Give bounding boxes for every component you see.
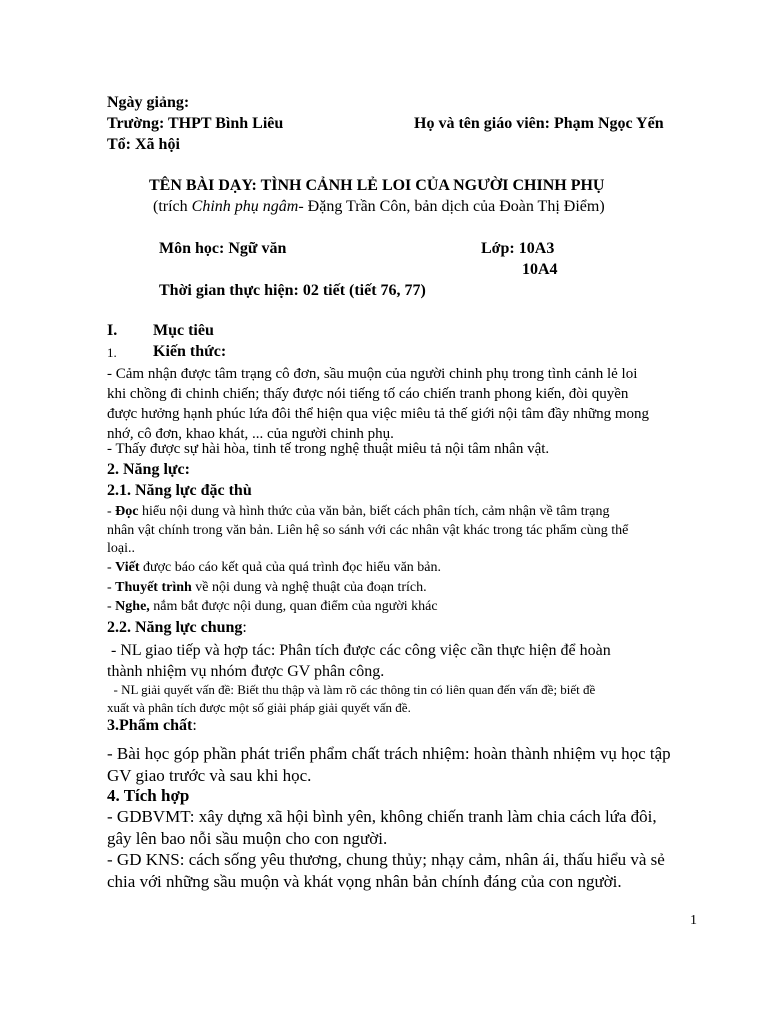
gdkns-line: chia với những sầu muộn và khát vọng nhân bản chính đáng của con người. xyxy=(107,872,622,891)
gdbvmt-line: - GDBVMT: xây dựng xã hội bình yên, không chiến tranh làm chia cách lứa đôi, xyxy=(107,807,657,826)
lesson-subtitle xyxy=(153,198,605,216)
ngay-giang: Ngày giảng: xyxy=(107,94,190,111)
kien-thuc-line: được hưởng hạnh phúc lứa đôi thể hiện qua việc miêu tả thế giới nội tâm đầy những mong xyxy=(107,406,650,422)
viet-text: được báo cáo kết quả của quá trình đọc hiểu văn bản. xyxy=(139,560,442,575)
nl-giai-quyet-line: - NL giải quyết vấn đề: Biết thu thập và làm rõ các thông tin có liên quan đến vấn đề; biết đề xyxy=(107,682,596,697)
nl-giai-quyet-paragraph xyxy=(107,681,697,717)
doc-line: loại.. xyxy=(107,541,135,556)
nang-luc-title: 2. Năng lực: xyxy=(107,461,190,478)
doc-line: nhân vật chính trong văn bản. Liên hệ so sánh với các nhân vật khác trong tác phẩm cùng thể xyxy=(107,522,629,538)
nang-luc-chung-colon: : xyxy=(242,619,247,636)
section-i-title: Mục tiêu xyxy=(153,322,214,339)
subsection-1-number: 1. xyxy=(107,345,117,360)
nang-luc-chung-label: 2.2. Năng lực chung xyxy=(107,619,243,636)
lesson-title: TÊN BÀI DẠY: TÌNH CẢNH LẺ LOI CỦA NGƯỜI CHINH PHỤ xyxy=(149,177,605,194)
viet-label: Viết xyxy=(115,560,140,575)
nl-giai-quyet-line: xuất và phân tích được một số giải pháp giải quyết vấn đề. xyxy=(107,700,411,715)
gdkns-line: - GD KNS: cách sống yêu thương, chung thủy; nhạy cảm, nhân ái, thấu hiểu và sẻ xyxy=(107,850,665,869)
subtitle-prefix: (trích xyxy=(153,198,192,215)
nghe-text: nắm bắt được nội dung, quan điểm của người khác xyxy=(149,599,438,614)
pham-chat-paragraph xyxy=(107,743,697,787)
kien-thuc-line-2: - Thấy được sự hài hòa, tinh tế trong nghệ thuật miêu tả nội tâm nhân vật. xyxy=(107,441,550,457)
page-number: 1 xyxy=(690,913,697,928)
nang-luc-dac-thu-title: 2.1. Năng lực đặc thù xyxy=(107,482,252,499)
subtitle-suffix: - Đặng Trần Côn, bản dịch của Đoàn Thị Điểm) xyxy=(298,198,605,215)
mon-hoc: Môn học: Ngữ văn xyxy=(159,240,287,257)
gdbvmt-paragraph xyxy=(107,806,697,849)
nl-giao-tiep-line: - NL giao tiếp và hợp tác: Phân tích được các công việc cần thực hiện để hoàn xyxy=(107,642,611,659)
gdkns-paragraph xyxy=(107,849,697,893)
kien-thuc-line: - Cảm nhận được tâm trạng cô đơn, sầu muộn của người chinh phụ trong tình cảnh lẻ loi xyxy=(107,366,638,382)
pham-chat-title xyxy=(107,717,197,735)
doc-text: hiểu nội dung và hình thức của văn bản, biết cách phân tích, cảm nhận về tâm trạng xyxy=(138,504,610,519)
to-bo-mon: Tổ: Xã hội xyxy=(107,136,180,153)
thuyet-trinh-line: - Thuyết trình về nội dung và nghệ thuật của đoạn trích. xyxy=(107,580,427,595)
subsection-1-title: Kiến thức: xyxy=(153,343,227,360)
doc-label: Đọc xyxy=(115,504,139,519)
nang-luc-chung-title xyxy=(107,619,247,637)
viet-line: - Viết được báo cáo kết quả của quá trình đọc hiểu văn bản. xyxy=(107,560,442,575)
nl-giao-tiep-paragraph xyxy=(107,640,697,682)
giao-vien: Họ và tên giáo viên: Phạm Ngọc Yến xyxy=(414,115,664,132)
truong: Trường: THPT Bình Liêu xyxy=(107,115,284,132)
nl-giao-tiep-line: thành nhiệm vụ nhóm được GV phân công. xyxy=(107,663,385,680)
tich-hop-title: 4. Tích hợp xyxy=(107,786,190,805)
thuyet-trinh-label: Thuyết trình xyxy=(115,580,192,595)
pham-chat-line: - Bài học góp phần phát triển phẩm chất trách nhiệm: hoàn thành nhiệm vụ học tập xyxy=(107,744,671,763)
doc-line: - Đọc hiểu nội dung và hình thức của văn bản, biết cách phân tích, cảm nhận về tâm trạng xyxy=(107,504,610,519)
kien-thuc-line: khi chồng đi chinh chiến; thấy được nói tiếng tố cáo chiến tranh phong kiến, đòi quyền xyxy=(107,386,629,402)
subtitle-work: Chinh phụ ngâm xyxy=(191,198,299,215)
lop-hoc: Lớp: 10A3 xyxy=(481,240,555,257)
thoi-gian: Thời gian thực hiện: 02 tiết (tiết 76, 77) xyxy=(159,282,426,299)
kien-thuc-paragraph xyxy=(107,364,697,444)
doc-paragraph xyxy=(107,503,697,559)
pham-chat-colon: : xyxy=(192,717,197,734)
kien-thuc-line: nhớ, cô đơn, khao khát, ... của người chinh phụ. xyxy=(107,426,394,442)
pham-chat-line: GV giao trước và sau khi học. xyxy=(107,766,312,785)
thuyet-trinh-text: về nội dung và nghệ thuật của đoạn trích. xyxy=(191,580,427,595)
lop-hoc-2: 10A4 xyxy=(522,261,558,278)
pham-chat-label: 3.Phẩm chất xyxy=(107,717,193,734)
nghe-line: - Nghe, nắm bắt được nội dung, quan điểm của người khác xyxy=(107,599,438,614)
nghe-label: Nghe, xyxy=(115,599,150,614)
section-i-numeral: I. xyxy=(107,322,118,339)
gdbvmt-line: gây lên bao nỗi sầu muộn cho con người. xyxy=(107,828,388,848)
